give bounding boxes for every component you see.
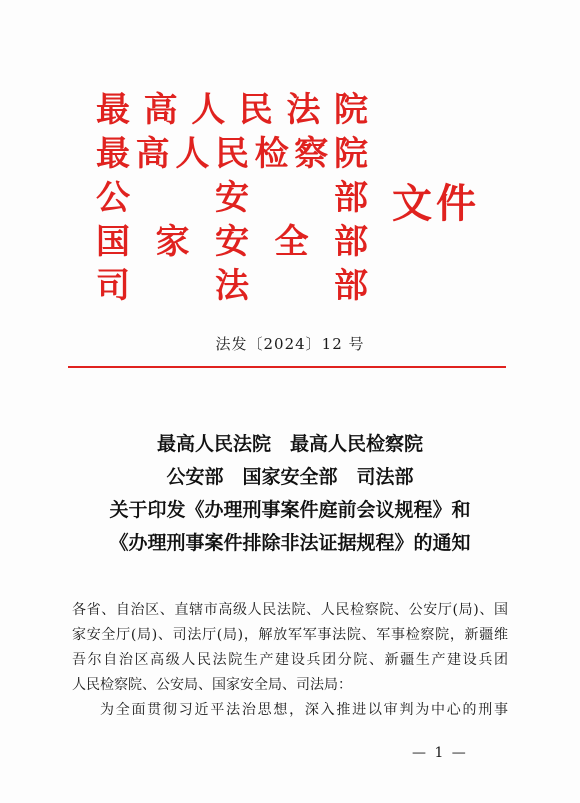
issuer-char: 人 [191,90,226,130]
document-number: 法发〔2024〕12 号 [215,335,365,353]
issuer-char: 安 [215,222,249,262]
issuer-char: 法 [215,266,249,306]
issuer-char: 民 [238,90,273,130]
issuer-char: 人 [175,134,210,174]
issuer-char: 最 [96,134,130,174]
issuer-justice [96,264,368,308]
issuer-char: 安 [215,178,249,218]
page-number: — 1 — [412,745,468,761]
paragraph-line: 为全面贯彻习近平法治思想，深入推进以审判为中心的刑事 [100,702,508,718]
addressee-line: 人民检察院、公安局、国家安全局、司法局： [72,677,352,693]
title-line: 最高人民法院 最高人民检察院 [156,433,423,455]
issuer-char: 部 [334,222,368,262]
issuer-char: 检 [254,134,289,174]
issuing-authorities [96,88,368,308]
red-divider [68,366,506,368]
issuer-char: 司 [96,266,130,306]
issuer-char: 院 [333,134,368,174]
title-line: 公安部 国家安全部 司法部 [166,466,414,488]
issuer-char: 民 [214,134,249,174]
issuer-char: 部 [334,178,368,218]
issuer-char: 公 [96,178,130,218]
document-title [0,428,580,560]
addressee-line: 吾尔自治区高级人民法院生产建设兵团分院、新疆生产建设兵团 [72,652,508,668]
issuer-supreme-procuratorate [96,132,368,176]
issuer-char: 部 [334,266,368,306]
issuer-char: 高 [135,134,170,174]
title-line: 《办理刑事案件排除非法证据规程》的通知 [109,532,471,554]
issuer-char: 高 [143,90,178,130]
issuer-char: 院 [333,90,368,130]
addressee-line: 家安全厅(局)、司法厅(局)，解放军军事法院、军事检察院，新疆维 [72,627,508,643]
issuer-public-security [96,176,368,220]
issuer-char: 国 [96,222,130,262]
issuer-char: 最 [96,90,130,130]
issuer-state-security [96,220,368,264]
title-line: 关于印发《办理刑事案件庭前会议规程》和 [109,499,471,521]
document-suffix: 文件 [392,181,480,227]
document-body [72,598,508,723]
issuer-char: 全 [274,222,309,262]
addressee-line: 各省、自治区、直辖市高级人民法院、人民检察院、公安厅(局)、国 [72,602,508,618]
issuer-char: 察 [294,134,329,174]
issuer-char: 家 [155,222,190,262]
issuer-supreme-court [96,88,368,132]
issuer-char: 法 [286,90,321,130]
